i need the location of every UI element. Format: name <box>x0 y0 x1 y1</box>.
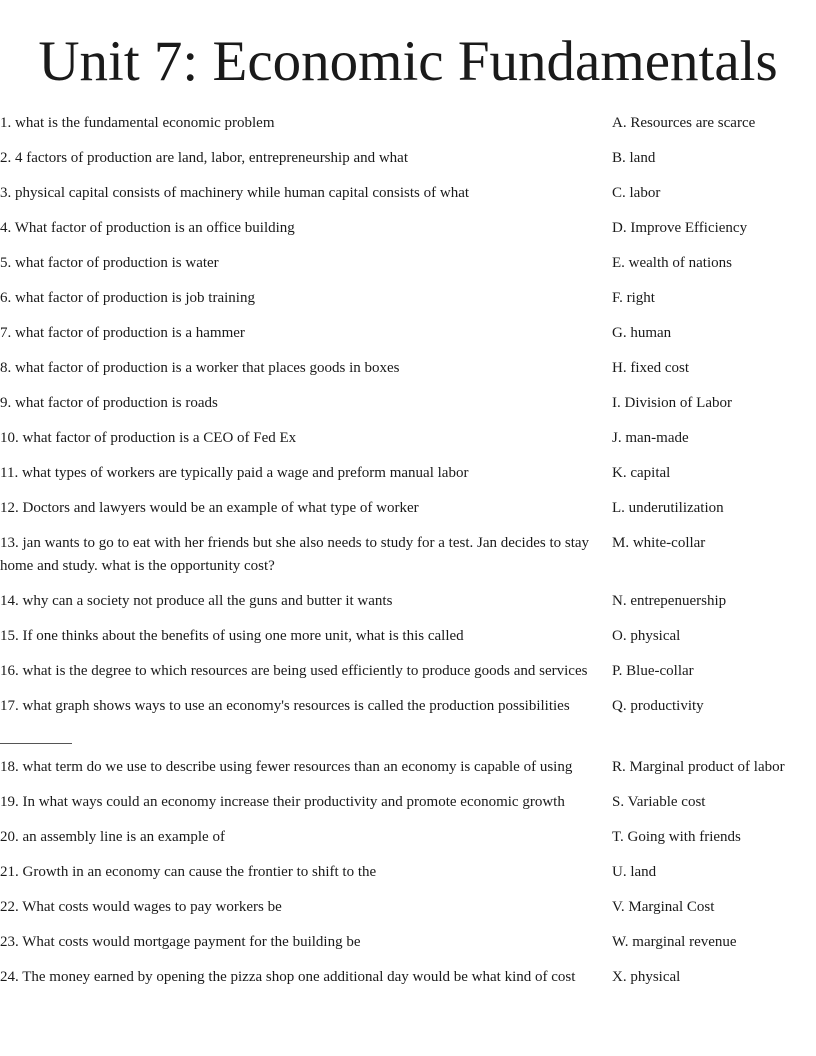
answer-choice: L. underutilization <box>612 500 724 516</box>
question-text: 22. What costs would wages to pay workers be <box>0 899 282 915</box>
list-item <box>0 252 816 287</box>
answer-choice: W. marginal revenue <box>612 934 737 950</box>
list-item <box>0 182 816 217</box>
question-text: 20. an assembly line is an example of <box>0 829 225 845</box>
list-item <box>0 462 816 497</box>
answer-choice: X. physical <box>612 969 681 985</box>
answer-choice: S. Variable cost <box>612 794 706 810</box>
list-item <box>0 392 816 427</box>
answer-choice: H. fixed cost <box>612 360 690 376</box>
question-text: 2. 4 factors of production are land, labor, entrepreneurship and what <box>0 150 409 166</box>
list-item <box>0 147 816 182</box>
list-item <box>0 791 816 826</box>
answer-choice: J. man-made <box>612 430 689 446</box>
answer-choice: F. right <box>612 290 655 306</box>
answer-choice: M. white-collar <box>612 535 706 551</box>
list-item <box>0 826 816 861</box>
answer-choice: U. land <box>612 864 657 880</box>
question-text: 3. physical capital consists of machinery while human capital consists of what <box>0 185 470 201</box>
answer-choice: T. Going with friends <box>612 829 741 845</box>
question-text: 8. what factor of production is a worker that places goods in boxes <box>0 360 400 376</box>
question-with-blank <box>0 695 612 744</box>
answer-choice: C. labor <box>612 185 661 201</box>
list-item <box>0 217 816 252</box>
list-item <box>0 590 816 625</box>
list-item <box>0 695 816 756</box>
question-text: 7. what factor of production is a hammer <box>0 325 245 341</box>
question-text: 9. what factor of production is roads <box>0 395 218 411</box>
question-answer-list <box>0 112 816 1001</box>
question-text: 13. jan wants to go to eat with her friends but she also needs to study for a test. Jan decides to stay home and study. what is the opportunity cost? <box>0 535 590 574</box>
question-text: 10. what factor of production is a CEO of Fed Ex <box>0 430 297 446</box>
list-item <box>0 660 816 695</box>
question-text: 11. what types of workers are typically paid a wage and preform manual labor <box>0 465 469 481</box>
list-item <box>0 756 816 791</box>
question-text: 16. what is the degree to which resources are being used efficiently to produce goods and services <box>0 663 588 679</box>
list-item <box>0 896 816 931</box>
question-text: 5. what factor of production is water <box>0 255 219 271</box>
question-text: 12. Doctors and lawyers would be an example of what type of worker <box>0 500 419 516</box>
question-text: 15. If one thinks about the benefits of using one more unit, what is this called <box>0 628 464 644</box>
page-title: Unit 7: Economic Fundamentals <box>38 30 778 93</box>
answer-choice: P. Blue-collar <box>612 663 694 679</box>
list-item <box>0 322 816 357</box>
list-item <box>0 497 816 532</box>
answer-choice: G. human <box>612 325 672 341</box>
list-item <box>0 427 816 462</box>
question-text: 1. what is the fundamental economic problem <box>0 115 275 131</box>
answer-choice: D. Improve Efficiency <box>612 220 748 236</box>
list-item <box>0 287 816 322</box>
question-text: 6. what factor of production is job training <box>0 290 255 306</box>
list-item <box>0 532 816 590</box>
list-item <box>0 861 816 896</box>
list-item <box>0 966 816 1001</box>
answer-choice: R. Marginal product of labor <box>612 759 785 775</box>
list-item <box>0 357 816 392</box>
question-text: 24. The money earned by opening the pizza shop one additional day would be what kind of cost <box>0 969 576 985</box>
question-text: 21. Growth in an economy can cause the frontier to shift to the <box>0 864 377 880</box>
question-text: 23. What costs would mortgage payment for the building be <box>0 934 361 950</box>
question-text: 14. why can a society not produce all the guns and butter it wants <box>0 593 393 609</box>
answer-choice: A. Resources are scarce <box>612 115 756 131</box>
question-text: 4. What factor of production is an office building <box>0 220 295 236</box>
question-text: 17. what graph shows ways to use an economy's resources is called the production possibilities <box>0 698 570 714</box>
answer-blank-line <box>0 720 72 744</box>
answer-choice: B. land <box>612 150 656 166</box>
answer-choice: V. Marginal Cost <box>612 899 715 915</box>
question-text: 19. In what ways could an economy increase their productivity and promote economic growth <box>0 794 565 810</box>
list-item <box>0 112 816 147</box>
question-text: 18. what term do we use to describe using fewer resources than an economy is capable of using <box>0 759 573 775</box>
answer-choice: N. entrepenuership <box>612 593 727 609</box>
answer-choice: K. capital <box>612 465 671 481</box>
answer-choice: Q. productivity <box>612 698 704 714</box>
answer-choice: E. wealth of nations <box>612 255 732 271</box>
answer-choice: I. Division of Labor <box>612 395 732 411</box>
answer-choice: O. physical <box>612 628 681 644</box>
list-item <box>0 625 816 660</box>
list-item <box>0 931 816 966</box>
